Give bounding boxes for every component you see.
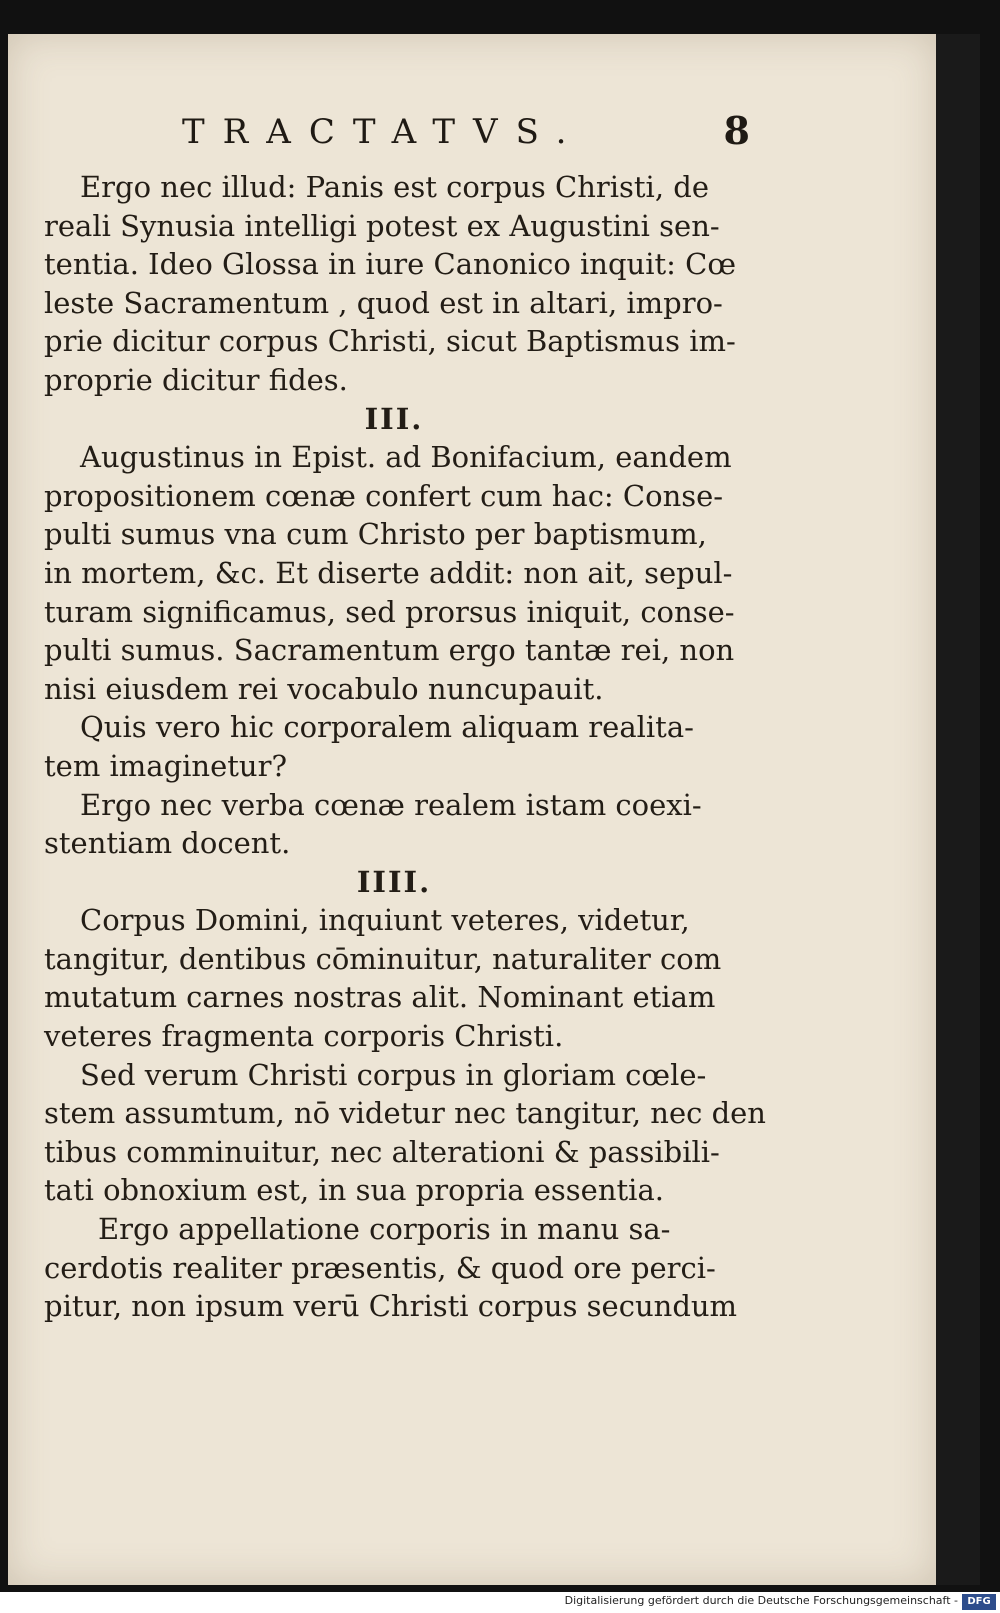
text-line: propositionem cœnæ confert cum hac: Conse- xyxy=(44,478,724,513)
text-line: Ergo nec verba cœnæ realem istam coexi- xyxy=(80,787,702,822)
funding-credit: Digitalisierung gefördert durch die Deutsche Forschungsgemeinschaft - xyxy=(564,1594,958,1607)
text-line: turam significamus, sed prorsus iniquit, conse- xyxy=(44,594,735,629)
body-text xyxy=(44,168,766,1326)
section-numeral: III. xyxy=(364,401,424,436)
text-line: tangitur, dentibus cōminuitur, naturaliter com xyxy=(44,941,722,976)
page-number: 8 xyxy=(723,108,750,153)
text-line: nisi eiusdem rei vocabulo nuncupauit. xyxy=(44,671,604,706)
text-line: proprie dicitur fides. xyxy=(44,362,348,397)
text-line: pitur, non ipsum verū Christi corpus secundum xyxy=(44,1289,738,1324)
section-numeral: IIII. xyxy=(356,864,432,899)
text-line: Ergo nec illud: Panis est corpus Christi, de xyxy=(80,170,709,204)
text-line: prie dicitur corpus Christi, sicut Baptismus im- xyxy=(44,324,736,359)
text-line: tibus comminuitur, nec alterationi & passibili- xyxy=(44,1134,720,1169)
text-line: reali Synusia intelligi potest ex Augustini sen- xyxy=(44,208,720,243)
text-line: stem assumtum, nō videtur nec tangitur, nec den xyxy=(44,1096,766,1131)
running-title: TRACTATVS. xyxy=(182,112,585,152)
text-line: mutatum carnes nostras alit. Nominant etiam xyxy=(44,980,716,1015)
dfg-logo: DFG xyxy=(962,1594,996,1610)
text-line: leste Sacramentum , quod est in altari, impro- xyxy=(44,285,723,320)
text-line: tati obnoxium est, in sua propria essentia. xyxy=(44,1173,664,1208)
text-line: pulti sumus. Sacramentum ergo tantæ rei, non xyxy=(44,633,735,668)
page-edge-shadow xyxy=(936,34,980,1585)
text-line: tentia. Ideo Glossa in iure Canonico inquit: Cœ xyxy=(44,247,737,282)
text-line: Ergo appellatione corporis in manu sa- xyxy=(98,1212,671,1247)
text-line: Sed verum Christi corpus in gloriam cœle- xyxy=(80,1057,707,1092)
footer-bar xyxy=(0,1592,1000,1613)
text-line: Quis vero hic corporalem aliquam realita- xyxy=(80,710,694,745)
text-line: stentiam docent. xyxy=(44,826,291,861)
text-line: cerdotis realiter præsentis, & quod ore perci- xyxy=(44,1250,716,1285)
text-line: Augustinus in Epist. ad Bonifacium, eandem xyxy=(80,440,732,475)
text-line: in mortem, &c. Et diserte addit: non ait, sepul- xyxy=(44,555,733,590)
text-line: veteres fragmenta corporis Christi. xyxy=(44,1019,564,1054)
text-line: tem imaginetur? xyxy=(44,748,288,783)
text-line: Corpus Domini, inquiunt veteres, videtur, xyxy=(80,903,690,938)
text-line: pulti sumus vna cum Christo per baptismum, xyxy=(44,517,707,552)
page-header xyxy=(170,108,750,162)
